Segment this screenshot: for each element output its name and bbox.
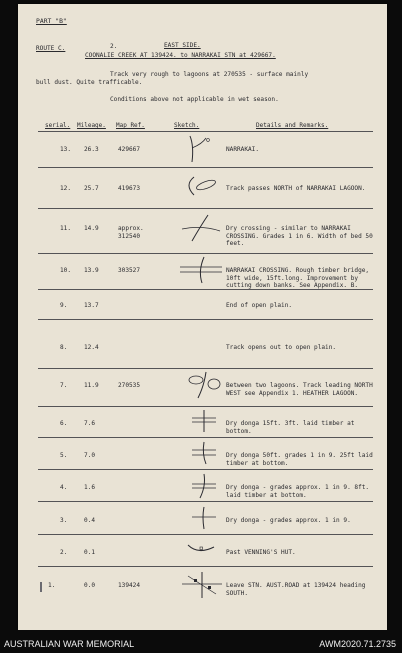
side-label: EAST SIDE.: [164, 42, 201, 49]
sketch-5: [178, 440, 226, 470]
col-mileage: Mileage.: [77, 122, 106, 129]
footer-institution: AUSTRALIAN WAR MEMORIAL: [4, 639, 135, 649]
row-serial: 5.: [60, 452, 68, 459]
route-note-line-1: Track very rough to lagoons at 270535 - surface mainly: [110, 71, 309, 78]
row-details: Track passes NORTH of NARRAKAI LAGOON.: [226, 185, 366, 192]
col-sketch: Sketch.: [174, 122, 200, 129]
row-serial: 10.: [60, 267, 72, 274]
route-label: ROUTE C.: [36, 45, 66, 52]
row-details: NARRAKAI.: [226, 146, 260, 153]
row-details: Past VENNING'S HUT.: [226, 549, 296, 556]
footer-bar: [0, 630, 402, 653]
row-mileage: 25.7: [84, 185, 99, 192]
sketch-3: [178, 505, 226, 535]
row-mileage: 7.6: [84, 420, 96, 427]
row-details: Dry donga - grades approx. 1 in 9. 8ft. laid timber at bottom.: [226, 484, 370, 499]
col-serial: serial.: [45, 122, 71, 129]
row-mapref: 303527: [118, 267, 141, 274]
table-row: [18, 582, 387, 618]
row-details: Dry donga 50ft. grades 1 in 9. 25ft laid timber at bottom.: [226, 452, 373, 467]
row-details: Between two lagoons. Track leading NORTH WEST see Appendix 1. HEATHER LAGOON.: [226, 382, 373, 397]
sketch-11: [178, 213, 226, 243]
row-serial: 12.: [60, 185, 72, 192]
conditions-note: Conditions above not applicable in wet season.: [110, 96, 279, 103]
row-mapref: 419673: [118, 185, 141, 192]
row-mileage: 7.0: [84, 452, 96, 459]
sketch-12: [178, 173, 226, 203]
divider: [38, 131, 373, 132]
row-serial: 3.: [60, 517, 68, 524]
row-serial: 8.: [60, 344, 68, 351]
row-details: NARRAKAI CROSSING. Rough timber bridge, 10ft wide, 15ft.long. Improvement by cutting down banks. See Appendix. B.: [226, 267, 370, 290]
sketch-10: [178, 255, 226, 285]
row-serial: 1.: [48, 582, 56, 589]
row-mapref: 139424: [118, 582, 141, 589]
row-details: Dry donga - grades approx. 1 in 9.: [226, 517, 351, 524]
row-mileage: 13.7: [84, 302, 99, 309]
footer-accession-number: AWM2020.71.2735: [319, 639, 396, 649]
sketch-4: [178, 472, 226, 502]
part-label: PART "B": [36, 17, 67, 25]
row-mileage: 1.6: [84, 484, 96, 491]
row-serial: 11.: [60, 225, 72, 232]
row-mapref: approx. 312540: [118, 225, 144, 240]
sketch-7: [178, 370, 226, 400]
row-serial: 13.: [60, 146, 72, 153]
route-number: 2.: [110, 43, 118, 50]
row-details: Dry donga 15ft. 3ft. laid timber at bottom.: [226, 420, 355, 435]
row-mileage: 26.3: [84, 146, 99, 153]
route-note-line-2: bull dust. Quite trafficable.: [36, 79, 143, 86]
row-mileage: 14.9: [84, 225, 99, 232]
sketch-1: [178, 570, 226, 600]
row-mapref: 429667: [118, 146, 141, 153]
row-serial: 6.: [60, 420, 68, 427]
table-row: [18, 267, 387, 303]
row-details: Leave STN. AUST.ROAD at 139424 heading SOUTH.: [226, 582, 366, 597]
row-mileage: 13.9: [84, 267, 99, 274]
row-mileage: 0.4: [84, 517, 96, 524]
col-details: Details and Remarks.: [256, 122, 329, 129]
row-details: Track opens out to open plain.: [226, 344, 337, 351]
row-mileage: 11.9: [84, 382, 99, 389]
row-mileage: 0.0: [84, 582, 96, 589]
row-serial: 7.: [60, 382, 68, 389]
row-serial: 9.: [60, 302, 68, 309]
document-page: [18, 4, 387, 630]
row-details: End of open plain.: [226, 302, 293, 309]
row-serial: 2.: [60, 549, 68, 556]
route-description: COONALIE CREEK AT 139424. to NARRAKAI STN at 429667.: [85, 52, 276, 59]
sketch-13: [178, 134, 226, 164]
table-row: [18, 302, 387, 338]
row-mileage: 12.4: [84, 344, 99, 351]
row-serial: 4.: [60, 484, 68, 491]
col-mapref: Map Ref.: [116, 122, 145, 129]
sketch-2: [178, 537, 226, 567]
sketch-6: [178, 408, 226, 438]
row-details: Dry crossing - similar to NARRAKAI CROSSING. Grades 1 in 6. Width of bed 50 feet.: [226, 225, 373, 248]
punch-hole: [40, 582, 42, 592]
row-mileage: 0.1: [84, 549, 96, 556]
row-mapref: 270535: [118, 382, 141, 389]
